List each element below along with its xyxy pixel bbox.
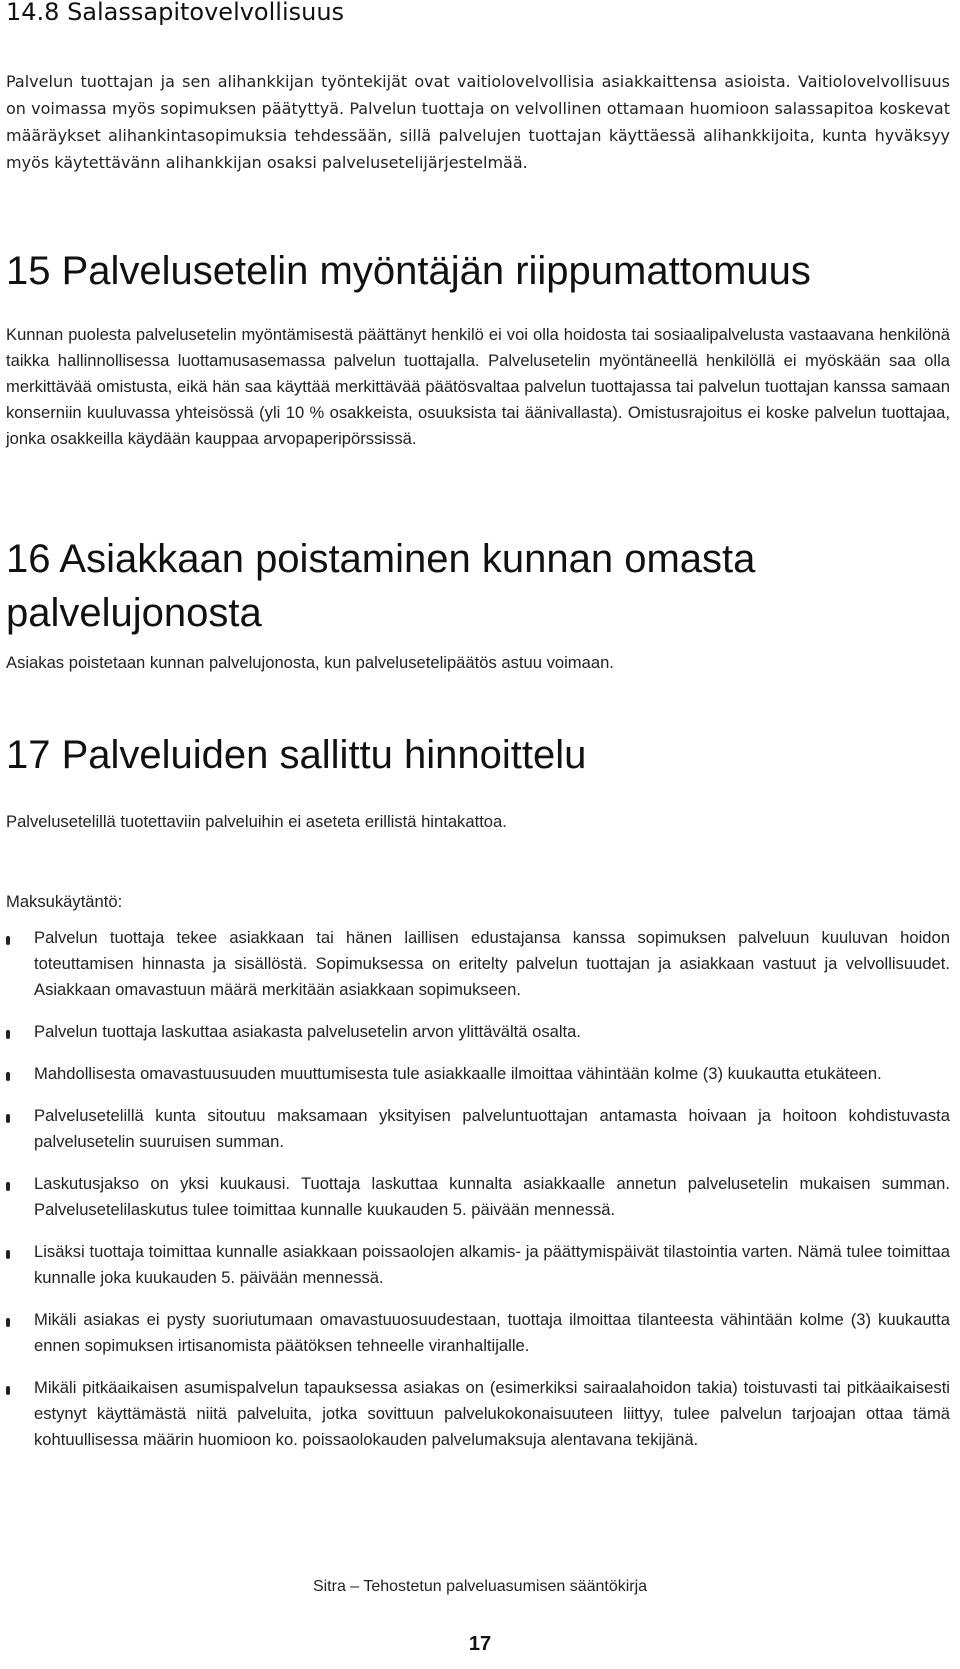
list-item: Lisäksi tuottaja toimittaa kunnalle asiakkaan poissaolojen alkamis- ja päättymispäivät tilastointia varten. Nämä tulee toimittaa kunnalle joka kuukauden 5. päivään mennessä. — [0, 1239, 950, 1291]
section-16-paragraph: Asiakas poistetaan kunnan palvelujonosta, kun palvelusetelipäätös astuu voimaan. — [6, 653, 614, 672]
section-14-8-paragraph: Palvelun tuottajan ja sen alihankkijan työntekijät ovat vaitiolovelvollisia asiakkaittensa asioista. Vaitiolovelvollisuus on voimassa myös sopimuksen päätyttyä. Palvelun tuottaja on velvollinen ottamaan huomioon salassapitoa koskevat määräykset alihankintasopimuksia tehdessään, sillä palvelujen tuottajan käyttäessä alihankkijoita, kunta hyväksyy myös käytettävänn alihankkijan osaksi palvelusetelijärjestelmää. — [6, 72, 950, 172]
section-16-title-line2: palvelujonosta — [6, 591, 262, 635]
bullet-icon — [6, 1030, 10, 1039]
list-item: Mikäli asiakas ei pysty suoriutumaan omavastuuosuudestaan, tuottaja ilmoittaa tilanteesta vähintään kolme (3) kuukautta ennen sopimuksen irtisanomista päätöksen tehneelle viranhaltijalle. — [0, 1307, 950, 1359]
section-15-title: 15 Palvelusetelin myöntäjän riippumattomuus — [6, 249, 811, 293]
bullet-icon — [6, 1318, 10, 1327]
section-14-8-title: 14.8 Salassapitovelvollisuus — [6, 0, 345, 26]
section-15-paragraph: Kunnan puolesta palvelusetelin myöntämisestä päättänyt henkilö ei voi olla hoidosta tai sosiaalipalvelusta vastaavana henkilönä taikka hallinnollisessa luottamusasemassa palvelun tuottajalla. Palvelusetelin myöntäneellä henkilöllä ei myöskään saa olla merkittävää omistusta, eikä hän saa käyttää merkittävää päätösvaltaa palvelun tuottajassa tai palvelun tuottajan kanssa samaan konserniin kuuluvassa yhteisössä (yli 10 % osakkeista, osuuksista tai äänivallasta). Omistusrajoitus ei koske palvelun tuottajaa, jonka osakkeilla käydään kauppaa arvopaperipörssissä. — [6, 325, 950, 448]
list-item: Palvelun tuottaja tekee asiakkaan tai hänen laillisen edustajansa kanssa sopimuksen palveluun kuuluvan hoidon toteuttamisen hinnasta ja sisällöstä. Sopimuksessa on eritelty palvelun tuottajan ja asiakkaan vastuut ja velvollisuudet. Asiakkaan omavastuun määrä merkitään asiakkaan sopimukseen. — [0, 925, 950, 1003]
list-item: Mikäli pitkäaikaisen asumispalvelun tapauksessa asiakas on (esimerkiksi sairaalahoidon takia) toistuvasti tai pitkäaikaisesti estynyt käyttämästä niitä palveluita, jotka sovittuun palvelukokonaisuuteen liittyy, tulee palvelun tarjoajan ottaa tämä kohtuullisessa määrin huomioon ko. poissaolokauden palvelumaksuja alentavana tekijänä. — [0, 1375, 950, 1453]
list-item: Palvelusetelillä kunta sitoutuu maksamaan yksityisen palveluntuottajan antamasta hoivaan ja hoitoon kohdistuvasta palvelusetelin suuruisen summan. — [0, 1103, 950, 1155]
bullet-icon — [6, 936, 10, 945]
list-item: Palvelun tuottaja laskuttaa asiakasta palvelusetelin arvon ylittävältä osalta. — [0, 1019, 950, 1045]
bullet-icon — [6, 1072, 10, 1081]
page-footer: Sitra – Tehostetun palveluasumisen sääntökirja — [312, 1578, 648, 1595]
list-item: Laskutusjakso on yksi kuukausi. Tuottaja laskuttaa kunnalta asiakkaalle annetun palvelusetelin mukaisen summan. Palvelusetelilaskutus tulee toimittaa kunnalle kuukauden 5. päivään mennessä. — [0, 1171, 950, 1223]
section-17-paragraph: Palvelusetelillä tuotettaviin palveluihin ei aseteta erillistä hintakattoa. — [6, 812, 507, 831]
section-16-title — [6, 532, 755, 640]
section-17-title: 17 Palveluiden sallittu hinnoittelu — [6, 733, 587, 777]
bullet-icon — [6, 1250, 10, 1259]
section-16-title-line1: 16 Asiakkaan poistaminen kunnan omasta — [6, 537, 756, 581]
bullet-icon — [6, 1182, 10, 1191]
list-item: Mahdollisesta omavastuusuuden muuttumisesta tule asiakkaalle ilmoittaa vähintään kolme (3) kuukautta etukäteen. — [0, 1061, 950, 1087]
bullet-icon — [6, 1386, 10, 1395]
payment-practice-list — [0, 925, 950, 1469]
bullet-icon — [6, 1114, 10, 1123]
page-number: 17 — [468, 1633, 492, 1655]
payment-practice-label: Maksukäytäntö: — [6, 892, 123, 911]
